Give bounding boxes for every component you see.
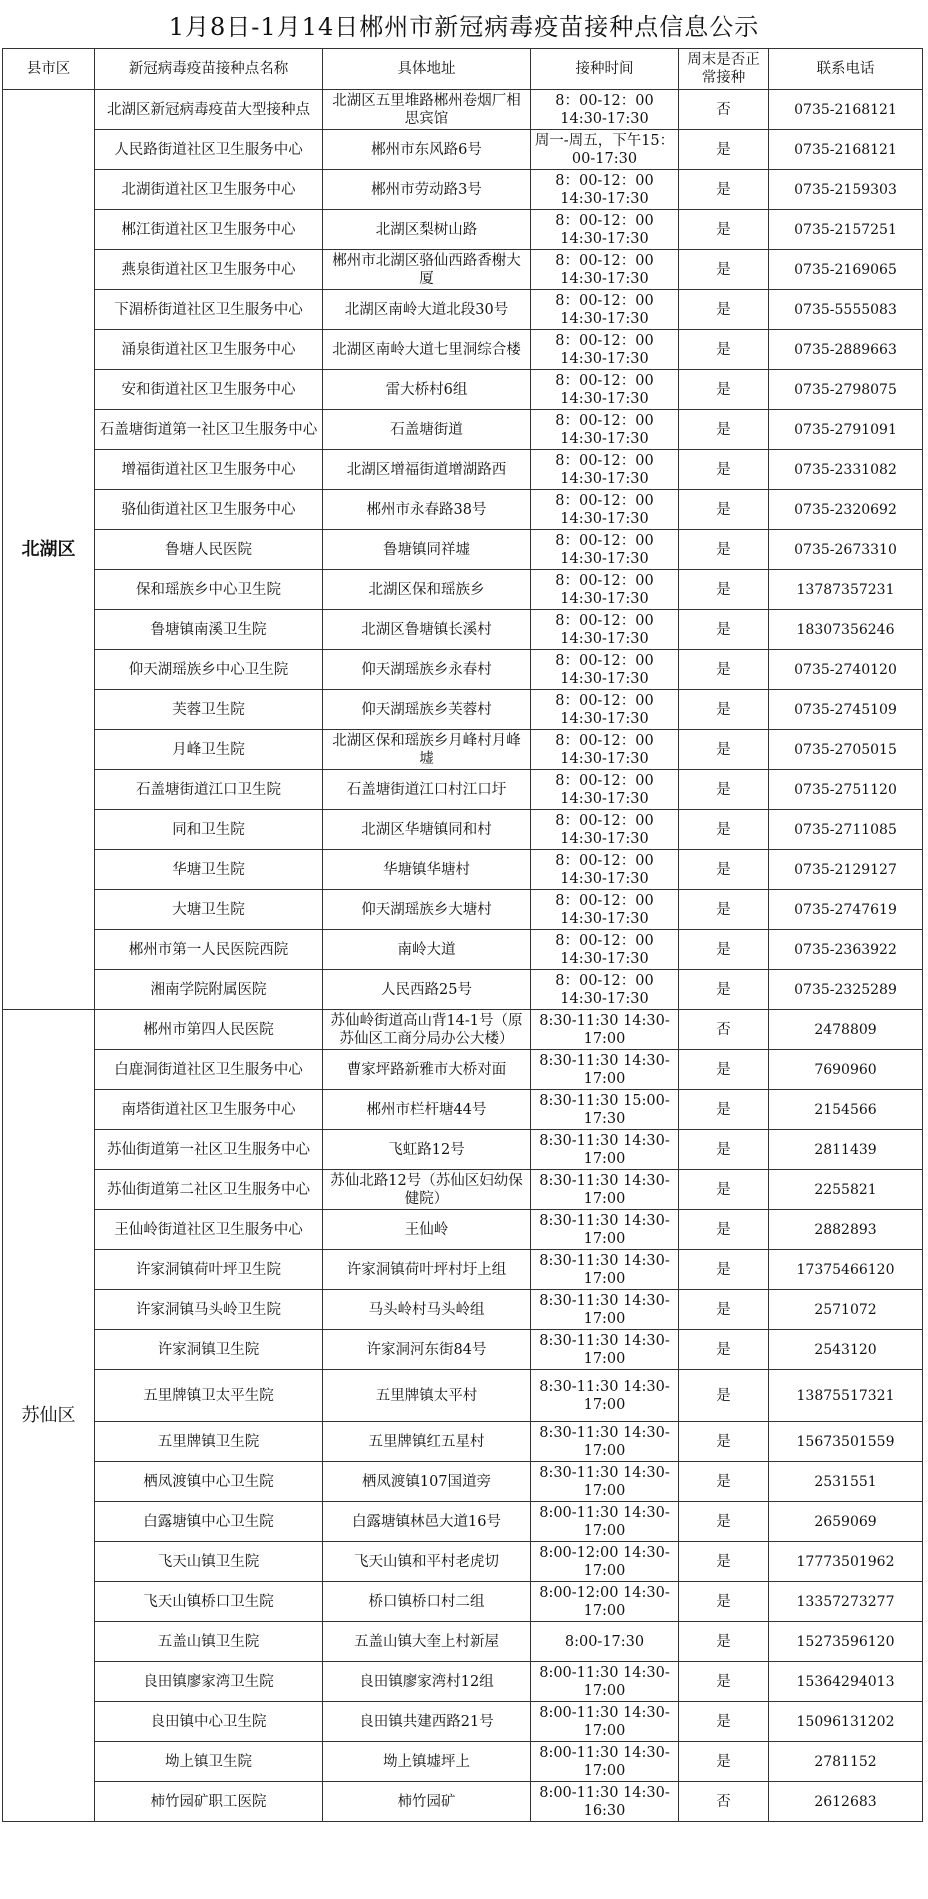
- phone-cell: 7690960: [769, 1050, 923, 1090]
- address-cell: 郴州市北湖区骆仙西路香榭大厦: [323, 250, 531, 290]
- phone-cell: 0735-5555083: [769, 290, 923, 330]
- site-name-cell: 仰天湖瑶族乡中心卫生院: [95, 650, 323, 690]
- phone-cell: 2255821: [769, 1170, 923, 1210]
- table-row: [3, 90, 923, 130]
- site-name-cell: 五盖山镇卫生院: [95, 1622, 323, 1662]
- table-row: [3, 1622, 923, 1662]
- header-district: 县市区: [3, 49, 95, 90]
- site-name-cell: 华塘卫生院: [95, 850, 323, 890]
- site-name-cell: 坳上镇卫生院: [95, 1742, 323, 1782]
- table-row: [3, 1542, 923, 1582]
- table-row: [3, 810, 923, 850]
- phone-cell: 2612683: [769, 1782, 923, 1822]
- site-name-cell: 王仙岭街道社区卫生服务中心: [95, 1210, 323, 1250]
- phone-cell: 0735-2320692: [769, 490, 923, 530]
- table-row: [3, 1050, 923, 1090]
- address-cell: 桥口镇桥口村二组: [323, 1582, 531, 1622]
- time-cell: 8：00-12：00 14:30-17:30: [531, 650, 679, 690]
- phone-cell: 15364294013: [769, 1662, 923, 1702]
- weekend-cell: 是: [679, 770, 769, 810]
- site-name-cell: 芙蓉卫生院: [95, 690, 323, 730]
- site-name-cell: 栖凤渡镇中心卫生院: [95, 1462, 323, 1502]
- site-name-cell: 五里牌镇卫生院: [95, 1422, 323, 1462]
- time-cell: 8:30-11:30 14:30-17:00: [531, 1370, 679, 1422]
- table-row: [3, 330, 923, 370]
- table-row: [3, 1702, 923, 1742]
- site-name-cell: 增福街道社区卫生服务中心: [95, 450, 323, 490]
- time-cell: 8：00-12：00 14:30-17:30: [531, 290, 679, 330]
- time-cell: 周一-周五，下午15：00-17:30: [531, 130, 679, 170]
- phone-cell: 2659069: [769, 1502, 923, 1542]
- phone-cell: 0735-2705015: [769, 730, 923, 770]
- time-cell: 8:00-11:30 14:30-17:00: [531, 1662, 679, 1702]
- weekend-cell: 是: [679, 1542, 769, 1582]
- table-row: [3, 1422, 923, 1462]
- phone-cell: 0735-2740120: [769, 650, 923, 690]
- weekend-cell: 是: [679, 130, 769, 170]
- weekend-cell: 否: [679, 1010, 769, 1050]
- table-header-row: [3, 49, 923, 90]
- address-cell: 华塘镇华塘村: [323, 850, 531, 890]
- weekend-cell: 是: [679, 890, 769, 930]
- site-name-cell: 骆仙街道社区卫生服务中心: [95, 490, 323, 530]
- time-cell: 8:30-11:30 14:30-17:00: [531, 1330, 679, 1370]
- weekend-cell: 是: [679, 570, 769, 610]
- address-cell: 仰天湖瑶族乡大塘村: [323, 890, 531, 930]
- time-cell: 8：00-12：00 14:30-17:30: [531, 850, 679, 890]
- weekend-cell: 是: [679, 1330, 769, 1370]
- time-cell: 8：00-12：00 14:30-17:30: [531, 490, 679, 530]
- table-row: [3, 1090, 923, 1130]
- address-cell: 人民西路25号: [323, 970, 531, 1010]
- time-cell: 8:30-11:30 14:30-17:00: [531, 1250, 679, 1290]
- table-row: [3, 690, 923, 730]
- address-cell: 郴州市劳动路3号: [323, 170, 531, 210]
- district-cell: 苏仙区: [3, 1010, 95, 1822]
- phone-cell: 2781152: [769, 1742, 923, 1782]
- phone-cell: 0735-2157251: [769, 210, 923, 250]
- time-cell: 8：00-12：00 14:30-17:30: [531, 450, 679, 490]
- table-row: [3, 770, 923, 810]
- weekend-cell: 是: [679, 450, 769, 490]
- phone-cell: 13357273277: [769, 1582, 923, 1622]
- time-cell: 8:30-11:30 14:30-17:00: [531, 1290, 679, 1330]
- address-cell: 仰天湖瑶族乡芙蓉村: [323, 690, 531, 730]
- table-row: [3, 570, 923, 610]
- phone-cell: 2882893: [769, 1210, 923, 1250]
- time-cell: 8：00-12：00 14:30-17:30: [531, 730, 679, 770]
- weekend-cell: 是: [679, 1662, 769, 1702]
- weekend-cell: 是: [679, 810, 769, 850]
- weekend-cell: 是: [679, 1582, 769, 1622]
- site-name-cell: 白露塘镇中心卫生院: [95, 1502, 323, 1542]
- address-cell: 郴州市栏杆塘44号: [323, 1090, 531, 1130]
- table-row: [3, 1662, 923, 1702]
- site-name-cell: 白鹿洞街道社区卫生服务中心: [95, 1050, 323, 1090]
- weekend-cell: 是: [679, 1290, 769, 1330]
- site-name-cell: 飞天山镇卫生院: [95, 1542, 323, 1582]
- site-name-cell: 人民路街道社区卫生服务中心: [95, 130, 323, 170]
- time-cell: 8:00-12:00 14:30-17:00: [531, 1542, 679, 1582]
- site-name-cell: 许家洞镇荷叶坪卫生院: [95, 1250, 323, 1290]
- site-name-cell: 郴州市第四人民医院: [95, 1010, 323, 1050]
- address-cell: 良田镇共建西路21号: [323, 1702, 531, 1742]
- phone-cell: 0735-2751120: [769, 770, 923, 810]
- address-cell: 栖凤渡镇107国道旁: [323, 1462, 531, 1502]
- table-row: [3, 1170, 923, 1210]
- time-cell: 8:00-11:30 14:30-17:00: [531, 1742, 679, 1782]
- address-cell: 郴州市东风路6号: [323, 130, 531, 170]
- address-cell: 石盖塘街道: [323, 410, 531, 450]
- site-name-cell: 北湖街道社区卫生服务中心: [95, 170, 323, 210]
- table-row: [3, 1582, 923, 1622]
- time-cell: 8:30-11:30 14:30-17:00: [531, 1422, 679, 1462]
- site-name-cell: 燕泉街道社区卫生服务中心: [95, 250, 323, 290]
- phone-cell: 0735-2889663: [769, 330, 923, 370]
- address-cell: 柿竹园矿: [323, 1782, 531, 1822]
- time-cell: 8:30-11:30 14:30-17:00: [531, 1010, 679, 1050]
- table-row: [3, 130, 923, 170]
- time-cell: 8:30-11:30 14:30-17:00: [531, 1210, 679, 1250]
- weekend-cell: 是: [679, 170, 769, 210]
- phone-cell: 13787357231: [769, 570, 923, 610]
- time-cell: 8：00-12：00 14:30-17:30: [531, 210, 679, 250]
- time-cell: 8：00-12：00 14:30-17:30: [531, 970, 679, 1010]
- time-cell: 8：00-12：00 14:30-17:30: [531, 250, 679, 290]
- table-row: [3, 1130, 923, 1170]
- address-cell: 北湖区增福街道增湖路西: [323, 450, 531, 490]
- weekend-cell: 是: [679, 250, 769, 290]
- site-name-cell: 良田镇中心卫生院: [95, 1702, 323, 1742]
- time-cell: 8：00-12：00 14:30-17:30: [531, 570, 679, 610]
- time-cell: 8：00-12：00 14:30-17:30: [531, 170, 679, 210]
- weekend-cell: 是: [679, 1702, 769, 1742]
- phone-cell: 15096131202: [769, 1702, 923, 1742]
- table-row: [3, 1370, 923, 1422]
- table-row: [3, 250, 923, 290]
- phone-cell: 17375466120: [769, 1250, 923, 1290]
- weekend-cell: 是: [679, 1462, 769, 1502]
- address-cell: 五里牌镇太平村: [323, 1370, 531, 1422]
- weekend-cell: 是: [679, 370, 769, 410]
- time-cell: 8：00-12：00 14:30-17:30: [531, 930, 679, 970]
- address-cell: 曹家坪路新雅市大桥对面: [323, 1050, 531, 1090]
- site-name-cell: 湘南学院附属医院: [95, 970, 323, 1010]
- district-cell: 北湖区: [3, 90, 95, 1010]
- time-cell: 8:30-11:30 14:30-17:00: [531, 1050, 679, 1090]
- weekend-cell: 是: [679, 1370, 769, 1422]
- address-cell: 仰天湖瑶族乡永春村: [323, 650, 531, 690]
- weekend-cell: 否: [679, 1782, 769, 1822]
- table-row: [3, 610, 923, 650]
- address-cell: 五里牌镇红五星村: [323, 1422, 531, 1462]
- phone-cell: 0735-2711085: [769, 810, 923, 850]
- site-name-cell: 石盖塘街道江口卫生院: [95, 770, 323, 810]
- table-row: [3, 1330, 923, 1370]
- time-cell: 8：00-12：00 14:30-17:30: [531, 530, 679, 570]
- table-row: [3, 1210, 923, 1250]
- weekend-cell: 是: [679, 210, 769, 250]
- table-row: [3, 1742, 923, 1782]
- time-cell: 8：00-12：00 14:30-17:30: [531, 410, 679, 450]
- time-cell: 8:00-11:30 14:30-17:00: [531, 1702, 679, 1742]
- time-cell: 8:00-17:30: [531, 1622, 679, 1662]
- site-name-cell: 保和瑶族乡中心卫生院: [95, 570, 323, 610]
- header-weekend: 周末是否正常接种: [679, 49, 769, 90]
- address-cell: 白露塘镇林邑大道16号: [323, 1502, 531, 1542]
- weekend-cell: 是: [679, 1210, 769, 1250]
- address-cell: 北湖区华塘镇同和村: [323, 810, 531, 850]
- address-cell: 北湖区保和瑶族乡: [323, 570, 531, 610]
- weekend-cell: 是: [679, 330, 769, 370]
- site-name-cell: 安和街道社区卫生服务中心: [95, 370, 323, 410]
- site-name-cell: 南塔街道社区卫生服务中心: [95, 1090, 323, 1130]
- site-name-cell: 许家洞镇马头岭卫生院: [95, 1290, 323, 1330]
- site-name-cell: 良田镇廖家湾卫生院: [95, 1662, 323, 1702]
- table-body: [3, 90, 923, 1822]
- weekend-cell: 是: [679, 290, 769, 330]
- site-name-cell: 石盖塘街道第一社区卫生服务中心: [95, 410, 323, 450]
- phone-cell: 2571072: [769, 1290, 923, 1330]
- address-cell: 北湖区五里堆路郴州卷烟厂相思宾馆: [323, 90, 531, 130]
- weekend-cell: 是: [679, 850, 769, 890]
- phone-cell: 15273596120: [769, 1622, 923, 1662]
- address-cell: 坳上镇墟坪上: [323, 1742, 531, 1782]
- phone-cell: 0735-2159303: [769, 170, 923, 210]
- phone-cell: 0735-2745109: [769, 690, 923, 730]
- weekend-cell: 是: [679, 410, 769, 450]
- table-row: [3, 530, 923, 570]
- address-cell: 鲁塘镇同祥墟: [323, 530, 531, 570]
- phone-cell: 2811439: [769, 1130, 923, 1170]
- site-name-cell: 苏仙街道第一社区卫生服务中心: [95, 1130, 323, 1170]
- time-cell: 8:30-11:30 14:30-17:00: [531, 1130, 679, 1170]
- phone-cell: 2154566: [769, 1090, 923, 1130]
- time-cell: 8:30-11:30 15:00-17:30: [531, 1090, 679, 1130]
- address-cell: 许家洞河东街84号: [323, 1330, 531, 1370]
- site-name-cell: 柿竹园矿职工医院: [95, 1782, 323, 1822]
- weekend-cell: 是: [679, 490, 769, 530]
- phone-cell: 0735-2169065: [769, 250, 923, 290]
- site-name-cell: 飞天山镇桥口卫生院: [95, 1582, 323, 1622]
- table-row: [3, 1290, 923, 1330]
- weekend-cell: 是: [679, 970, 769, 1010]
- table-row: [3, 890, 923, 930]
- time-cell: 8:00-11:30 14:30-17:00: [531, 1502, 679, 1542]
- phone-cell: 0735-2798075: [769, 370, 923, 410]
- site-name-cell: 大塘卫生院: [95, 890, 323, 930]
- table-row: [3, 1782, 923, 1822]
- phone-cell: 0735-2363922: [769, 930, 923, 970]
- phone-cell: 0735-2168121: [769, 90, 923, 130]
- phone-cell: 0735-2325289: [769, 970, 923, 1010]
- time-cell: 8：00-12：00 14:30-17:30: [531, 90, 679, 130]
- address-cell: 苏仙北路12号（苏仙区妇幼保健院）: [323, 1170, 531, 1210]
- phone-cell: 2543120: [769, 1330, 923, 1370]
- site-name-cell: 下湄桥街道社区卫生服务中心: [95, 290, 323, 330]
- phone-cell: 17773501962: [769, 1542, 923, 1582]
- site-name-cell: 许家洞镇卫生院: [95, 1330, 323, 1370]
- table-row: [3, 410, 923, 450]
- time-cell: 8：00-12：00 14:30-17:30: [531, 610, 679, 650]
- weekend-cell: 是: [679, 1130, 769, 1170]
- phone-cell: 0735-2331082: [769, 450, 923, 490]
- address-cell: 五盖山镇大奎上村新屋: [323, 1622, 531, 1662]
- time-cell: 8：00-12：00 14:30-17:30: [531, 770, 679, 810]
- weekend-cell: 否: [679, 90, 769, 130]
- phone-cell: 0735-2129127: [769, 850, 923, 890]
- site-name-cell: 郴江街道社区卫生服务中心: [95, 210, 323, 250]
- table-row: [3, 1250, 923, 1290]
- time-cell: 8：00-12：00 14:30-17:30: [531, 890, 679, 930]
- phone-cell: 18307356246: [769, 610, 923, 650]
- site-name-cell: 郴州市第一人民医院西院: [95, 930, 323, 970]
- weekend-cell: 是: [679, 1250, 769, 1290]
- site-name-cell: 鲁塘人民医院: [95, 530, 323, 570]
- address-cell: 良田镇廖家湾村12组: [323, 1662, 531, 1702]
- site-name-cell: 涌泉街道社区卫生服务中心: [95, 330, 323, 370]
- time-cell: 8：00-12：00 14:30-17:30: [531, 690, 679, 730]
- weekend-cell: 是: [679, 610, 769, 650]
- table-row: [3, 370, 923, 410]
- address-cell: 北湖区南岭大道北段30号: [323, 290, 531, 330]
- table-row: [3, 850, 923, 890]
- site-name-cell: 五里牌镇卫太平生院: [95, 1370, 323, 1422]
- phone-cell: 13875517321: [769, 1370, 923, 1422]
- page-title: 1月8日-1月14日郴州市新冠病毒疫苗接种点信息公示: [168, 12, 760, 41]
- vaccination-sites-table: [2, 48, 923, 1822]
- table-row: [3, 930, 923, 970]
- time-cell: 8:30-11:30 14:30-17:00: [531, 1170, 679, 1210]
- table-row: [3, 450, 923, 490]
- table-row: [3, 650, 923, 690]
- weekend-cell: 是: [679, 1090, 769, 1130]
- table-row: [3, 290, 923, 330]
- phone-cell: 2478809: [769, 1010, 923, 1050]
- phone-cell: 0735-2168121: [769, 130, 923, 170]
- weekend-cell: 是: [679, 650, 769, 690]
- site-name-cell: 苏仙街道第二社区卫生服务中心: [95, 1170, 323, 1210]
- weekend-cell: 是: [679, 730, 769, 770]
- address-cell: 许家洞镇荷叶坪村圩上组: [323, 1250, 531, 1290]
- phone-cell: 0735-2747619: [769, 890, 923, 930]
- address-cell: 南岭大道: [323, 930, 531, 970]
- header-site-name: 新冠病毒疫苗接种点名称: [95, 49, 323, 90]
- table-row: [3, 1010, 923, 1050]
- address-cell: 王仙岭: [323, 1210, 531, 1250]
- weekend-cell: 是: [679, 1050, 769, 1090]
- address-cell: 雷大桥村6组: [323, 370, 531, 410]
- phone-cell: 0735-2673310: [769, 530, 923, 570]
- table-row: [3, 490, 923, 530]
- time-cell: 8：00-12：00 14:30-17:30: [531, 370, 679, 410]
- site-name-cell: 同和卫生院: [95, 810, 323, 850]
- time-cell: 8:00-12:00 14:30-17:00: [531, 1582, 679, 1622]
- table-row: [3, 170, 923, 210]
- site-name-cell: 鲁塘镇南溪卫生院: [95, 610, 323, 650]
- weekend-cell: 是: [679, 1502, 769, 1542]
- table-row: [3, 970, 923, 1010]
- address-cell: 北湖区保和瑶族乡月峰村月峰墟: [323, 730, 531, 770]
- address-cell: 飞天山镇和平村老虎切: [323, 1542, 531, 1582]
- header-phone: 联系电话: [769, 49, 923, 90]
- time-cell: 8：00-12：00 14:30-17:30: [531, 810, 679, 850]
- time-cell: 8：00-12：00 14:30-17:30: [531, 330, 679, 370]
- weekend-cell: 是: [679, 930, 769, 970]
- address-cell: 飞虹路12号: [323, 1130, 531, 1170]
- table-row: [3, 1462, 923, 1502]
- phone-cell: 2531551: [769, 1462, 923, 1502]
- table-row: [3, 210, 923, 250]
- weekend-cell: 是: [679, 690, 769, 730]
- phone-cell: 0735-2791091: [769, 410, 923, 450]
- address-cell: 苏仙岭街道高山背14-1号（原苏仙区工商分局办公大楼）: [323, 1010, 531, 1050]
- table-row: [3, 1502, 923, 1542]
- header-address: 具体地址: [323, 49, 531, 90]
- weekend-cell: 是: [679, 530, 769, 570]
- weekend-cell: 是: [679, 1742, 769, 1782]
- time-cell: 8:30-11:30 14:30-17:00: [531, 1462, 679, 1502]
- address-cell: 北湖区鲁塘镇长溪村: [323, 610, 531, 650]
- address-cell: 马头岭村马头岭组: [323, 1290, 531, 1330]
- header-time: 接种时间: [531, 49, 679, 90]
- address-cell: 郴州市永春路38号: [323, 490, 531, 530]
- phone-cell: 15673501559: [769, 1422, 923, 1462]
- table-row: [3, 730, 923, 770]
- site-name-cell: 北湖区新冠病毒疫苗大型接种点: [95, 90, 323, 130]
- time-cell: 8:00-11:30 14:30-16:30: [531, 1782, 679, 1822]
- site-name-cell: 月峰卫生院: [95, 730, 323, 770]
- weekend-cell: 是: [679, 1170, 769, 1210]
- address-cell: 北湖区南岭大道七里洞综合楼: [323, 330, 531, 370]
- address-cell: 石盖塘街道江口村江口圩: [323, 770, 531, 810]
- address-cell: 北湖区梨树山路: [323, 210, 531, 250]
- weekend-cell: 是: [679, 1622, 769, 1662]
- weekend-cell: 是: [679, 1422, 769, 1462]
